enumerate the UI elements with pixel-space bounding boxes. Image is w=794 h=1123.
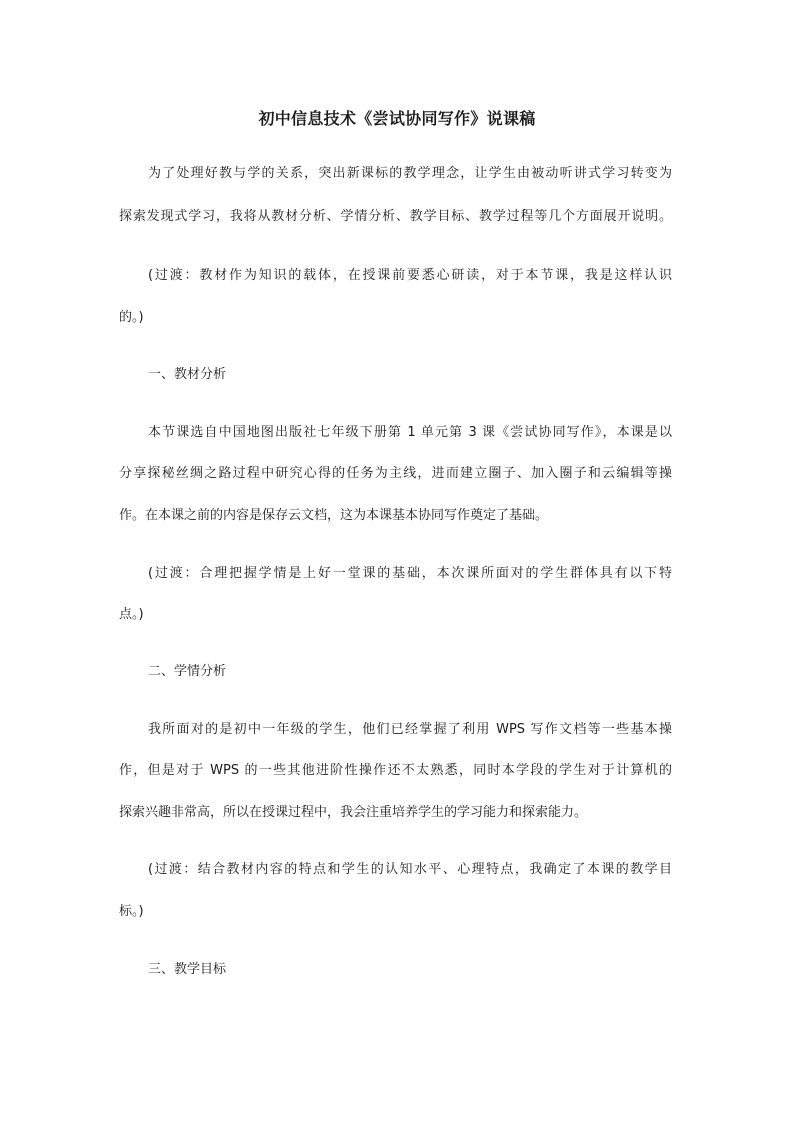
intro-line-2: 探索发现式学习，我将从教材分析、学情分析、教学目标、教学过程等几个方面展开说明。 — [119, 209, 672, 224]
transition-1-line-2: 的。) — [119, 310, 144, 325]
section-1-line-3: 作。在本课之前的内容是保存云文档，这为本课基本协同写作奠定了基础。 — [119, 508, 549, 523]
transition-2-line-2: 点。) — [119, 607, 144, 622]
section-2-line-2: 作，但是对于 WPS 的一些其他进阶性操作还不太熟悉，同时本学段的学生对于计算机的 — [119, 763, 672, 778]
transition-1-line-1: (过渡：教材作为知识的载体，在授课前要悉心研读，对于本节课，我是这样认识 — [148, 268, 672, 283]
section-1-line-2: 分享探秘丝绸之路过程中研究心得的任务为主线，进而建立圈子、加入圈子和云编辑等操 — [119, 466, 672, 481]
section-heading-teaching-objectives: 三、教学目标 — [148, 962, 227, 977]
section-heading-learner-analysis: 二、学情分析 — [148, 664, 227, 679]
intro-line-1: 为了处理好教与学的关系，突出新课标的教学理念，让学生由被动听讲式学习转变为 — [148, 166, 672, 181]
transition-3-line-2: 标。) — [119, 904, 144, 919]
section-1-line-1: 本节课选自中国地图出版社七年级下册第 1 单元第 3 课《尝试协同写作》，本课是以 — [148, 425, 672, 440]
transition-3-line-1: (过渡：结合教材内容的特点和学生的认知水平、心理特点，我确定了本课的教学目 — [148, 862, 672, 877]
section-heading-textbook-analysis: 一、教材分析 — [148, 367, 227, 382]
transition-2-line-1: (过渡：合理把握学情是上好一堂课的基础，本次课所面对的学生群体具有以下特 — [148, 566, 672, 581]
section-2-line-3: 探索兴趣非常高，所以在授课过程中，我会注重培养学生的学习能力和探索能力。 — [119, 805, 588, 820]
document-title: 初中信息技术《尝试协同写作》说课稿 — [258, 109, 536, 128]
section-2-line-1: 我所面对的是初中一年级的学生，他们已经掌握了利用 WPS 写作文档等一些基本操 — [148, 722, 672, 737]
